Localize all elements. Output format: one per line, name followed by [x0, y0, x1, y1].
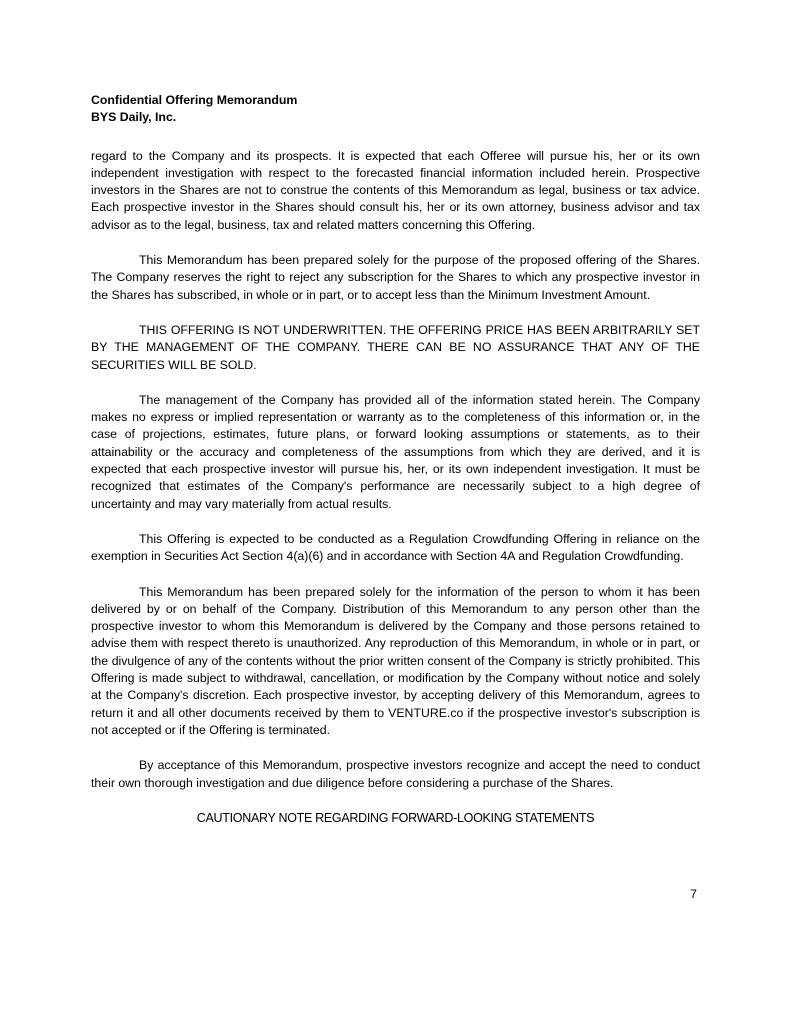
paragraph-4: The management of the Company has provided all of the information stated herein. The Company makes no express or implied representation or warranty as to the completeness of this information or, in the case of projections, estimates, future plans, or forward looking assumptions or statements, as to their attainability or the accuracy and completeness of the assumptions from which they are derived, and it is expected that each prospective investor will pursue his, her, or its own independent investigation. It must be recognized that estimates of the Company's performance are necessarily subject to a high degree of uncertainty and may vary materially from actual results.: [91, 392, 700, 511]
document-body: [91, 148, 700, 827]
document-header: [91, 92, 700, 127]
paragraph-1: regard to the Company and its prospects. It is expected that each Offeree will pursue his, her or its own independent investigation with respect to the forecasted financial information included herein. Prospective investors in the Shares are not to construe the contents of this Memorandum as legal, business or tax advice. Each prospective investor in the Shares should consult his, her or its own attorney, business advisor and tax advisor as to the legal, business, tax and related matters concerning this Offering.: [91, 148, 700, 232]
paragraph-7: By acceptance of this Memorandum, prospective investors recognize and accept the need to conduct their own thorough investigation and due diligence before considering a purchase of the Shares.: [91, 758, 700, 790]
paragraph-2: This Memorandum has been prepared solely for the purpose of the proposed offering of the Shares. The Company reserves the right to reject any subscription for the Shares to which any prospective investor in the Shares has subscribed, in whole or in part, or to accept less than the Minimum Investment Amount.: [91, 253, 700, 302]
header-company-name: BYS Daily, Inc.: [91, 110, 177, 125]
page-number: 7: [690, 887, 697, 901]
paragraph-3-caps: THIS OFFERING IS NOT UNDERWRITTEN. THE OFFERING PRICE HAS BEEN ARBITRARILY SET BY THE MANAGEMENT OF THE COMPANY. THERE CAN BE NO ASSURANCE THAT ANY OF THE SECURITIES WILL BE SOLD.: [91, 322, 700, 372]
paragraph-6: This Memorandum has been prepared solely for the information of the person to whom it has been delivered by or on behalf of the Company. Distribution of this Memorandum to any person other than the prospective investor to whom this Memorandum is delivered by the Company and those persons retained to advise them with respect thereto is unauthorized. Any reproduction of this Memorandum, in whole or in part, or the divulgence of any of the contents without the prior written consent of the Company is strictly prohibited. This Offering is made subject to withdrawal, cancellation, or modification by the Company without notice and solely at the Company's discretion. Each prospective investor, by accepting delivery of this Memorandum, agrees to return it and all other documents received by them to VENTURE.co if the prospective investor's subscription is not accepted or if the Offering is terminated.: [91, 584, 700, 737]
paragraph-5: This Offering is expected to be conducted as a Regulation Crowdfunding Offering in reliance on the exemption in Securities Act Section 4(a)(6) and in accordance with Section 4A and Regulation Crowdfunding.: [91, 531, 700, 564]
section-heading: CAUTIONARY NOTE REGARDING FORWARD-LOOKING STATEMENTS: [196, 810, 595, 825]
header-title: Confidential Offering Memorandum: [91, 93, 298, 107]
